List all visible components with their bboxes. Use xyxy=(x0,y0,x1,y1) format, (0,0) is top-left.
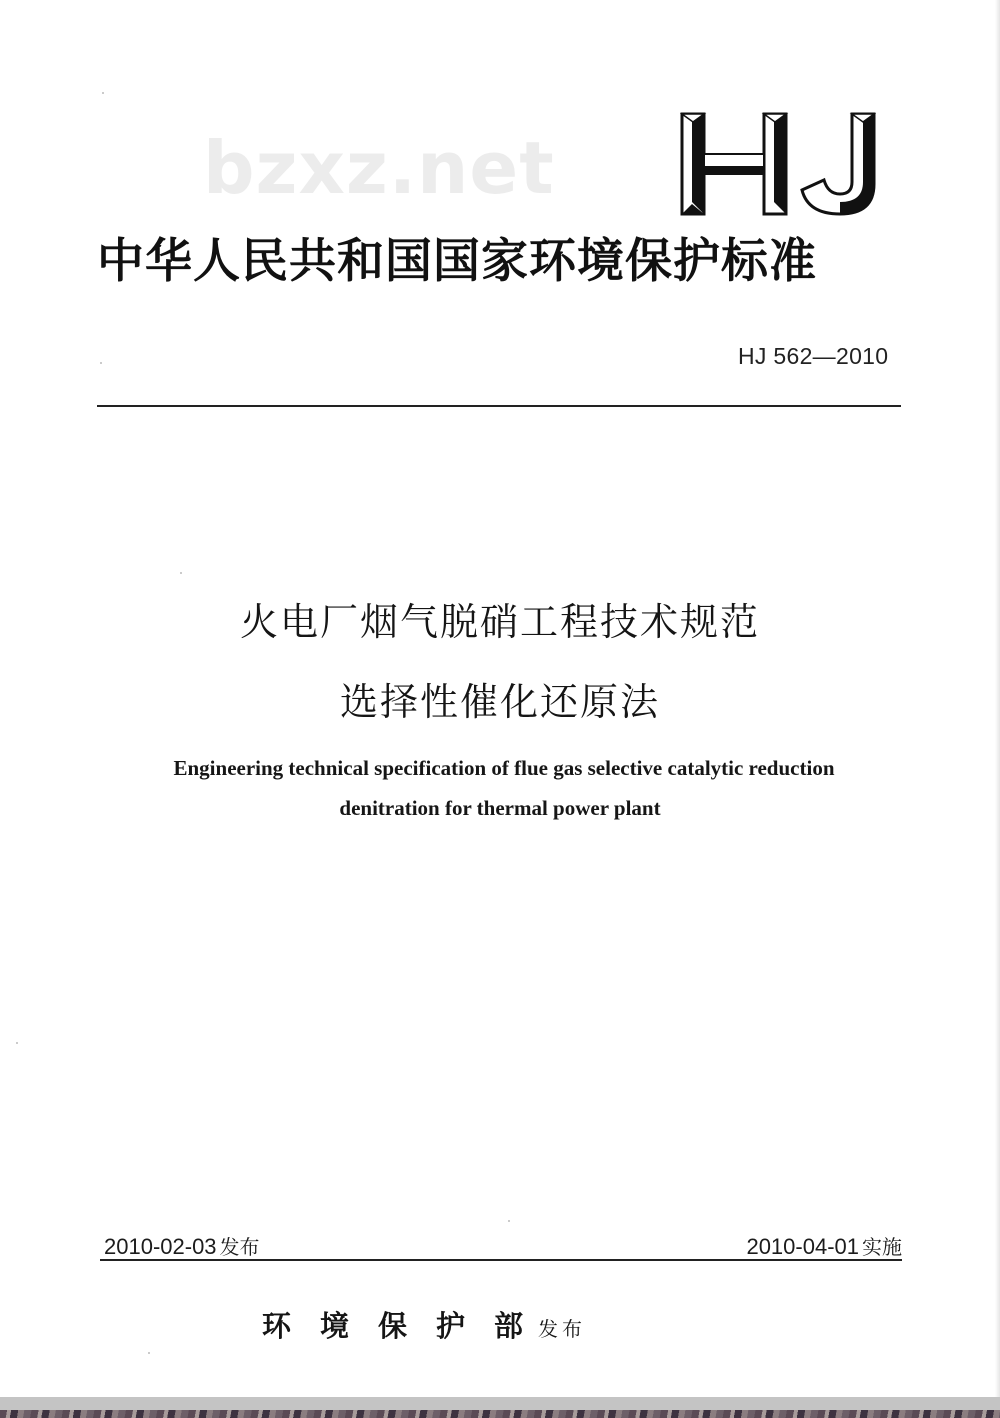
publish-date-value: 2010-02-03 xyxy=(104,1234,217,1259)
publish-label: 发布 xyxy=(219,1235,260,1259)
title-chinese-line1: 火电厂烟气脱硝工程技术规范 xyxy=(239,600,760,644)
hj-logo-icon xyxy=(680,112,876,216)
standard-number: HJ 562—2010 xyxy=(738,343,889,369)
header-divider xyxy=(97,405,901,407)
publisher-action: 发布 xyxy=(538,1317,587,1341)
scan-speck xyxy=(102,92,104,94)
title-chinese-line2: 选择性催化还原法 xyxy=(339,680,660,724)
implement-label: 实施 xyxy=(862,1235,902,1259)
title-english-line2: denitration for thermal power plant xyxy=(339,796,661,820)
title-english-line1: Engineering technical specification of flue gas selective catalytic reduction xyxy=(173,756,835,780)
viewer-gap-band xyxy=(0,1397,1000,1410)
scan-speck xyxy=(148,1352,150,1354)
scan-speck xyxy=(508,1220,510,1222)
scan-speck xyxy=(16,1042,18,1044)
publisher-line xyxy=(262,1309,587,1343)
publisher-name: 环境保护部 xyxy=(262,1309,553,1343)
scan-speck xyxy=(100,362,102,364)
scan-speck xyxy=(180,572,182,574)
implement-date xyxy=(746,1231,902,1260)
footer-divider xyxy=(100,1259,902,1261)
watermark-text: bzxz.net xyxy=(203,126,555,210)
implement-date-value: 2010-04-01 xyxy=(746,1234,859,1259)
organization-title: 中华人民共和国国家环境保护标准 xyxy=(97,234,817,289)
publish-date xyxy=(104,1231,260,1260)
background-texture-strip xyxy=(0,1410,1000,1418)
